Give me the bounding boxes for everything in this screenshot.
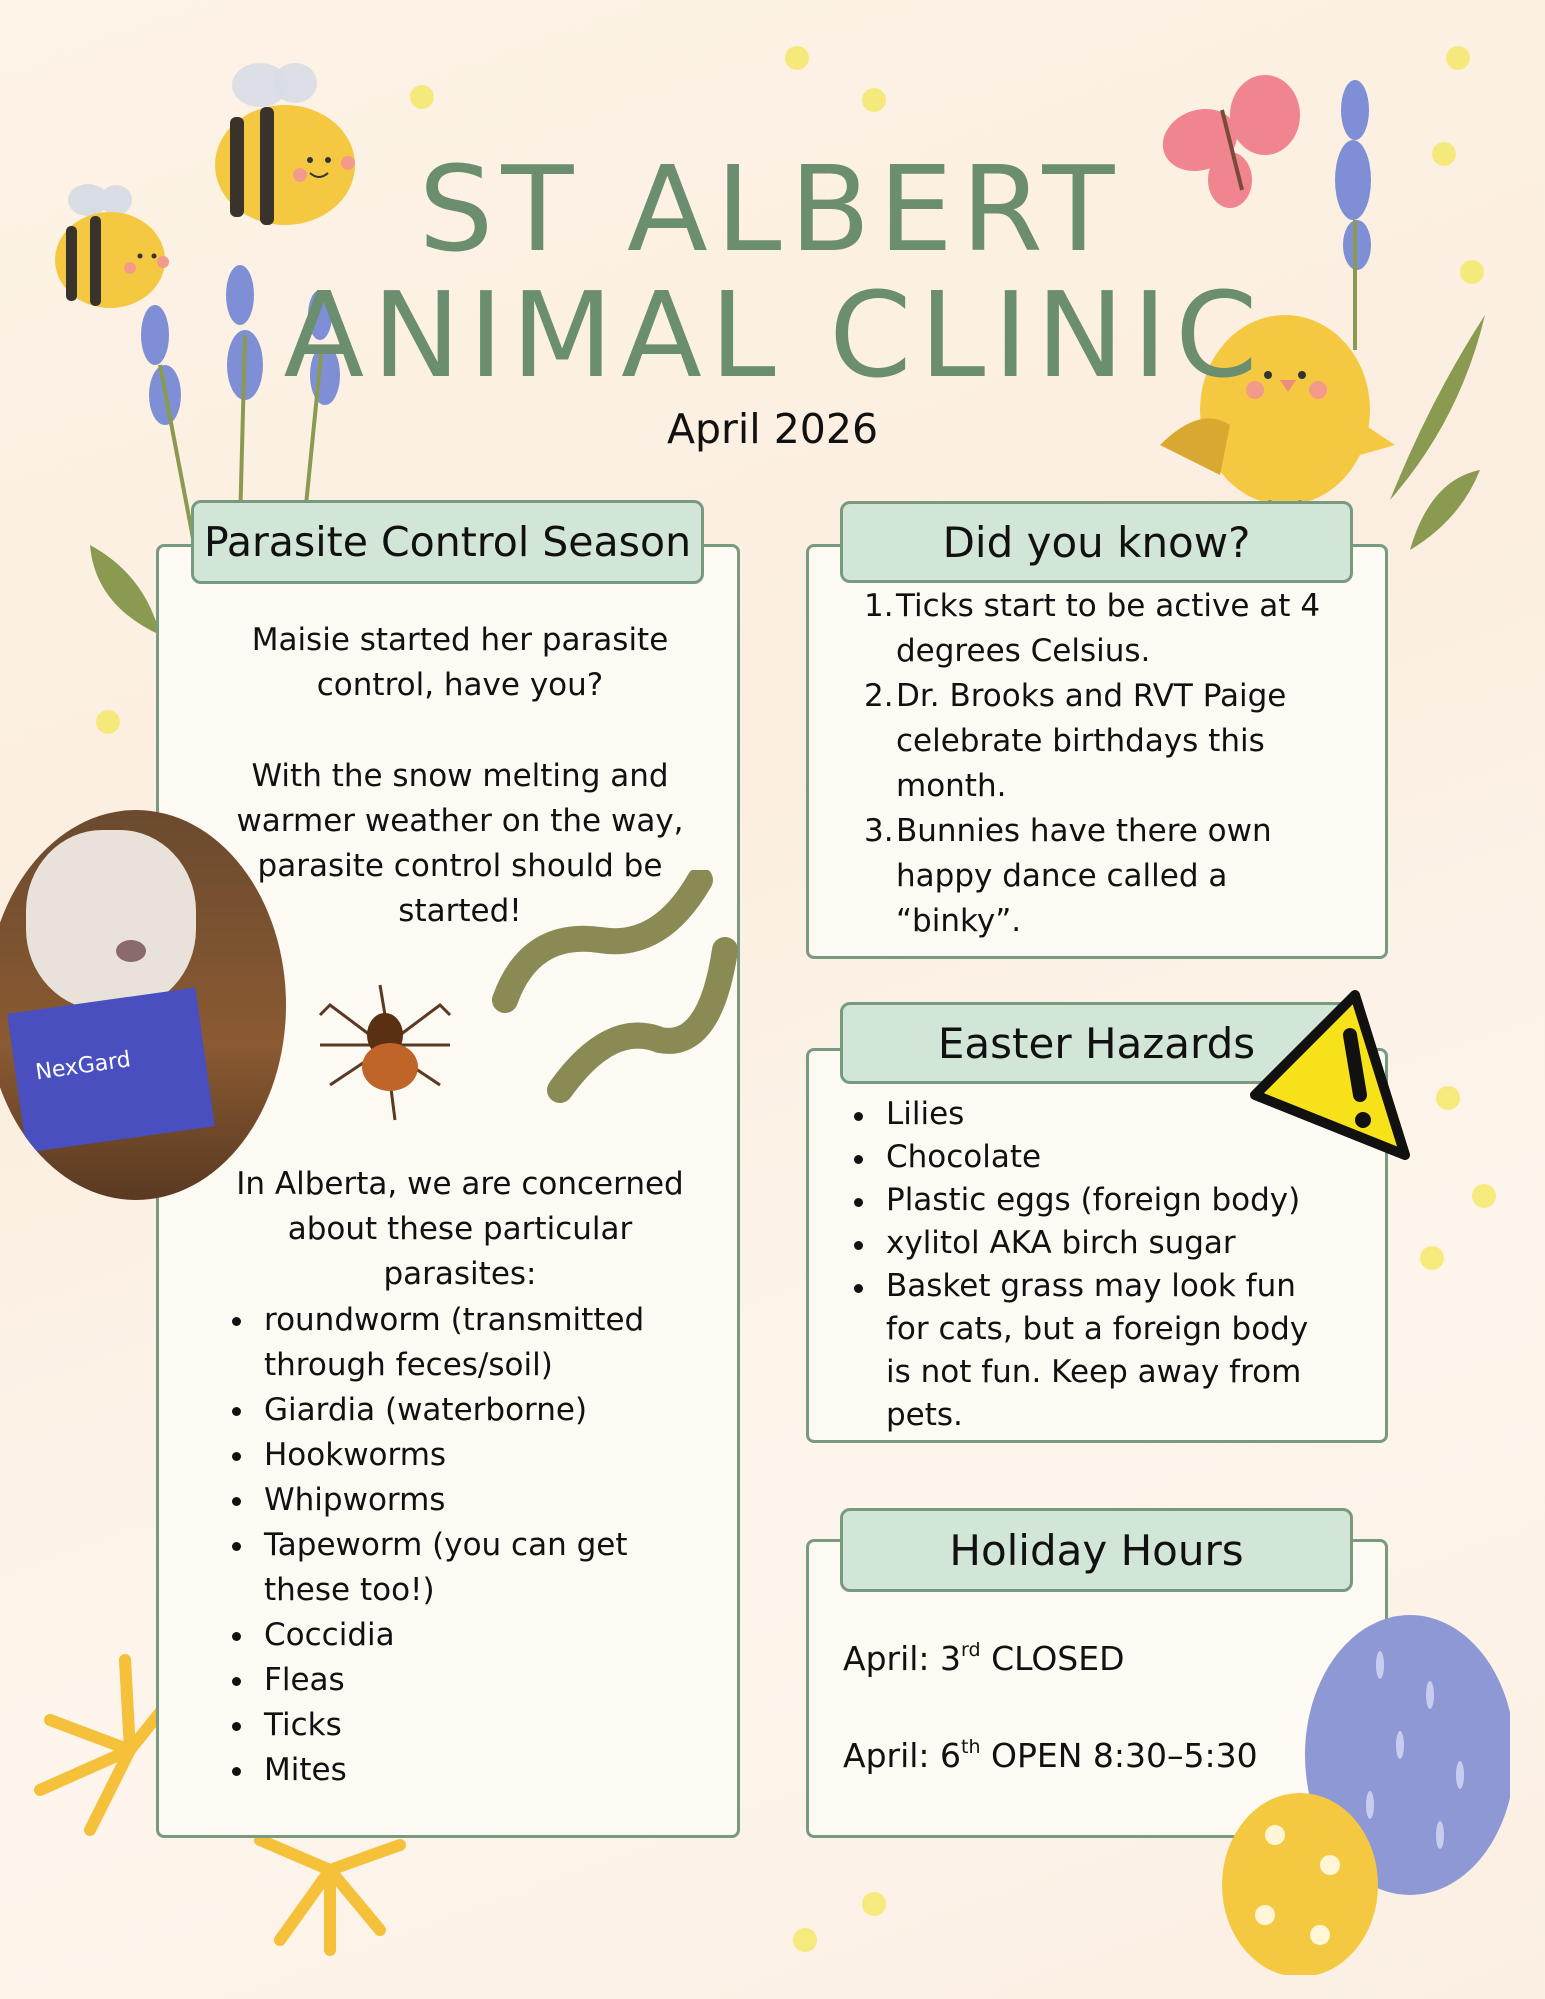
decor-dot	[1420, 1246, 1444, 1270]
clinic-title-line1: ST ALBERT	[418, 140, 1123, 278]
parasite-intro-2: With the snow melting and warmer weather on the way, parasite control should be started!	[236, 758, 684, 929]
list-item: xylitol AKA birch sugar	[846, 1222, 1316, 1265]
did-you-know-heading: Did you know?	[840, 501, 1353, 583]
nexgard-box: NexGard	[7, 987, 215, 1152]
decor-dot	[96, 710, 120, 734]
list-item: Tapeworm (you can get these too!)	[224, 1523, 694, 1613]
easter-hazards-heading: Easter Hazards	[840, 1002, 1353, 1084]
decor-dot	[1436, 1086, 1460, 1110]
tick-icon	[310, 975, 460, 1125]
list-item: 1. Ticks start to be active at 4 degrees Celsius.	[864, 588, 1321, 669]
hours-line-closed: April: 3rd CLOSED	[843, 1639, 1125, 1678]
list-item: Basket grass may look fun for cats, but a foreign body is not fun. Keep away from pets.	[846, 1265, 1316, 1437]
facts-list	[864, 584, 1334, 944]
decor-dot	[862, 1892, 886, 1916]
list-item: Ticks	[224, 1703, 694, 1748]
list-item: Mites	[224, 1748, 694, 1793]
list-item: roundworm (transmitted through feces/soil)	[224, 1298, 694, 1388]
clinic-title-line2: ANIMAL CLINIC	[283, 266, 1266, 404]
holiday-hours-heading: Holiday Hours	[840, 1508, 1353, 1592]
easter-eggs-icon	[1220, 1605, 1510, 1975]
list-item: Coccidia	[224, 1613, 694, 1658]
list-item: Fleas	[224, 1658, 694, 1703]
issue-date: April 2026	[666, 405, 879, 453]
list-item: Plastic eggs (foreign body)	[846, 1179, 1316, 1222]
list-item: Hookworms	[224, 1433, 694, 1478]
decor-dot	[785, 46, 809, 70]
worms-icon	[490, 870, 740, 1110]
parasite-list	[224, 1298, 694, 1793]
dog-photo	[0, 810, 286, 1200]
leaf-icon	[85, 535, 165, 645]
list-item: Whipworms	[224, 1478, 694, 1523]
decor-dot	[793, 1928, 817, 1952]
hazards-list	[846, 1093, 1316, 1437]
parasite-heading: Parasite Control Season	[191, 500, 704, 584]
list-item: Giardia (waterborne)	[224, 1388, 694, 1433]
decor-dot	[1472, 1184, 1496, 1208]
parasite-intro: Maisie started her parasite control, have you?	[251, 622, 669, 703]
decor-dot	[862, 88, 886, 112]
parasite-concern: In Alberta, we are concerned about these particular parasites:	[236, 1166, 684, 1292]
list-item: Chocolate	[846, 1136, 1316, 1179]
hours-line-open: April: 6th OPEN 8:30–5:30	[843, 1736, 1258, 1775]
decor-dot	[1446, 46, 1470, 70]
list-item: Lilies	[846, 1093, 1316, 1136]
decor-dot	[410, 85, 434, 109]
list-item: 2. Dr. Brooks and RVT Paige celebrate birthdays this month.	[864, 678, 1287, 804]
list-item: 3. Bunnies have there own happy dance called a “binky”.	[864, 813, 1272, 939]
